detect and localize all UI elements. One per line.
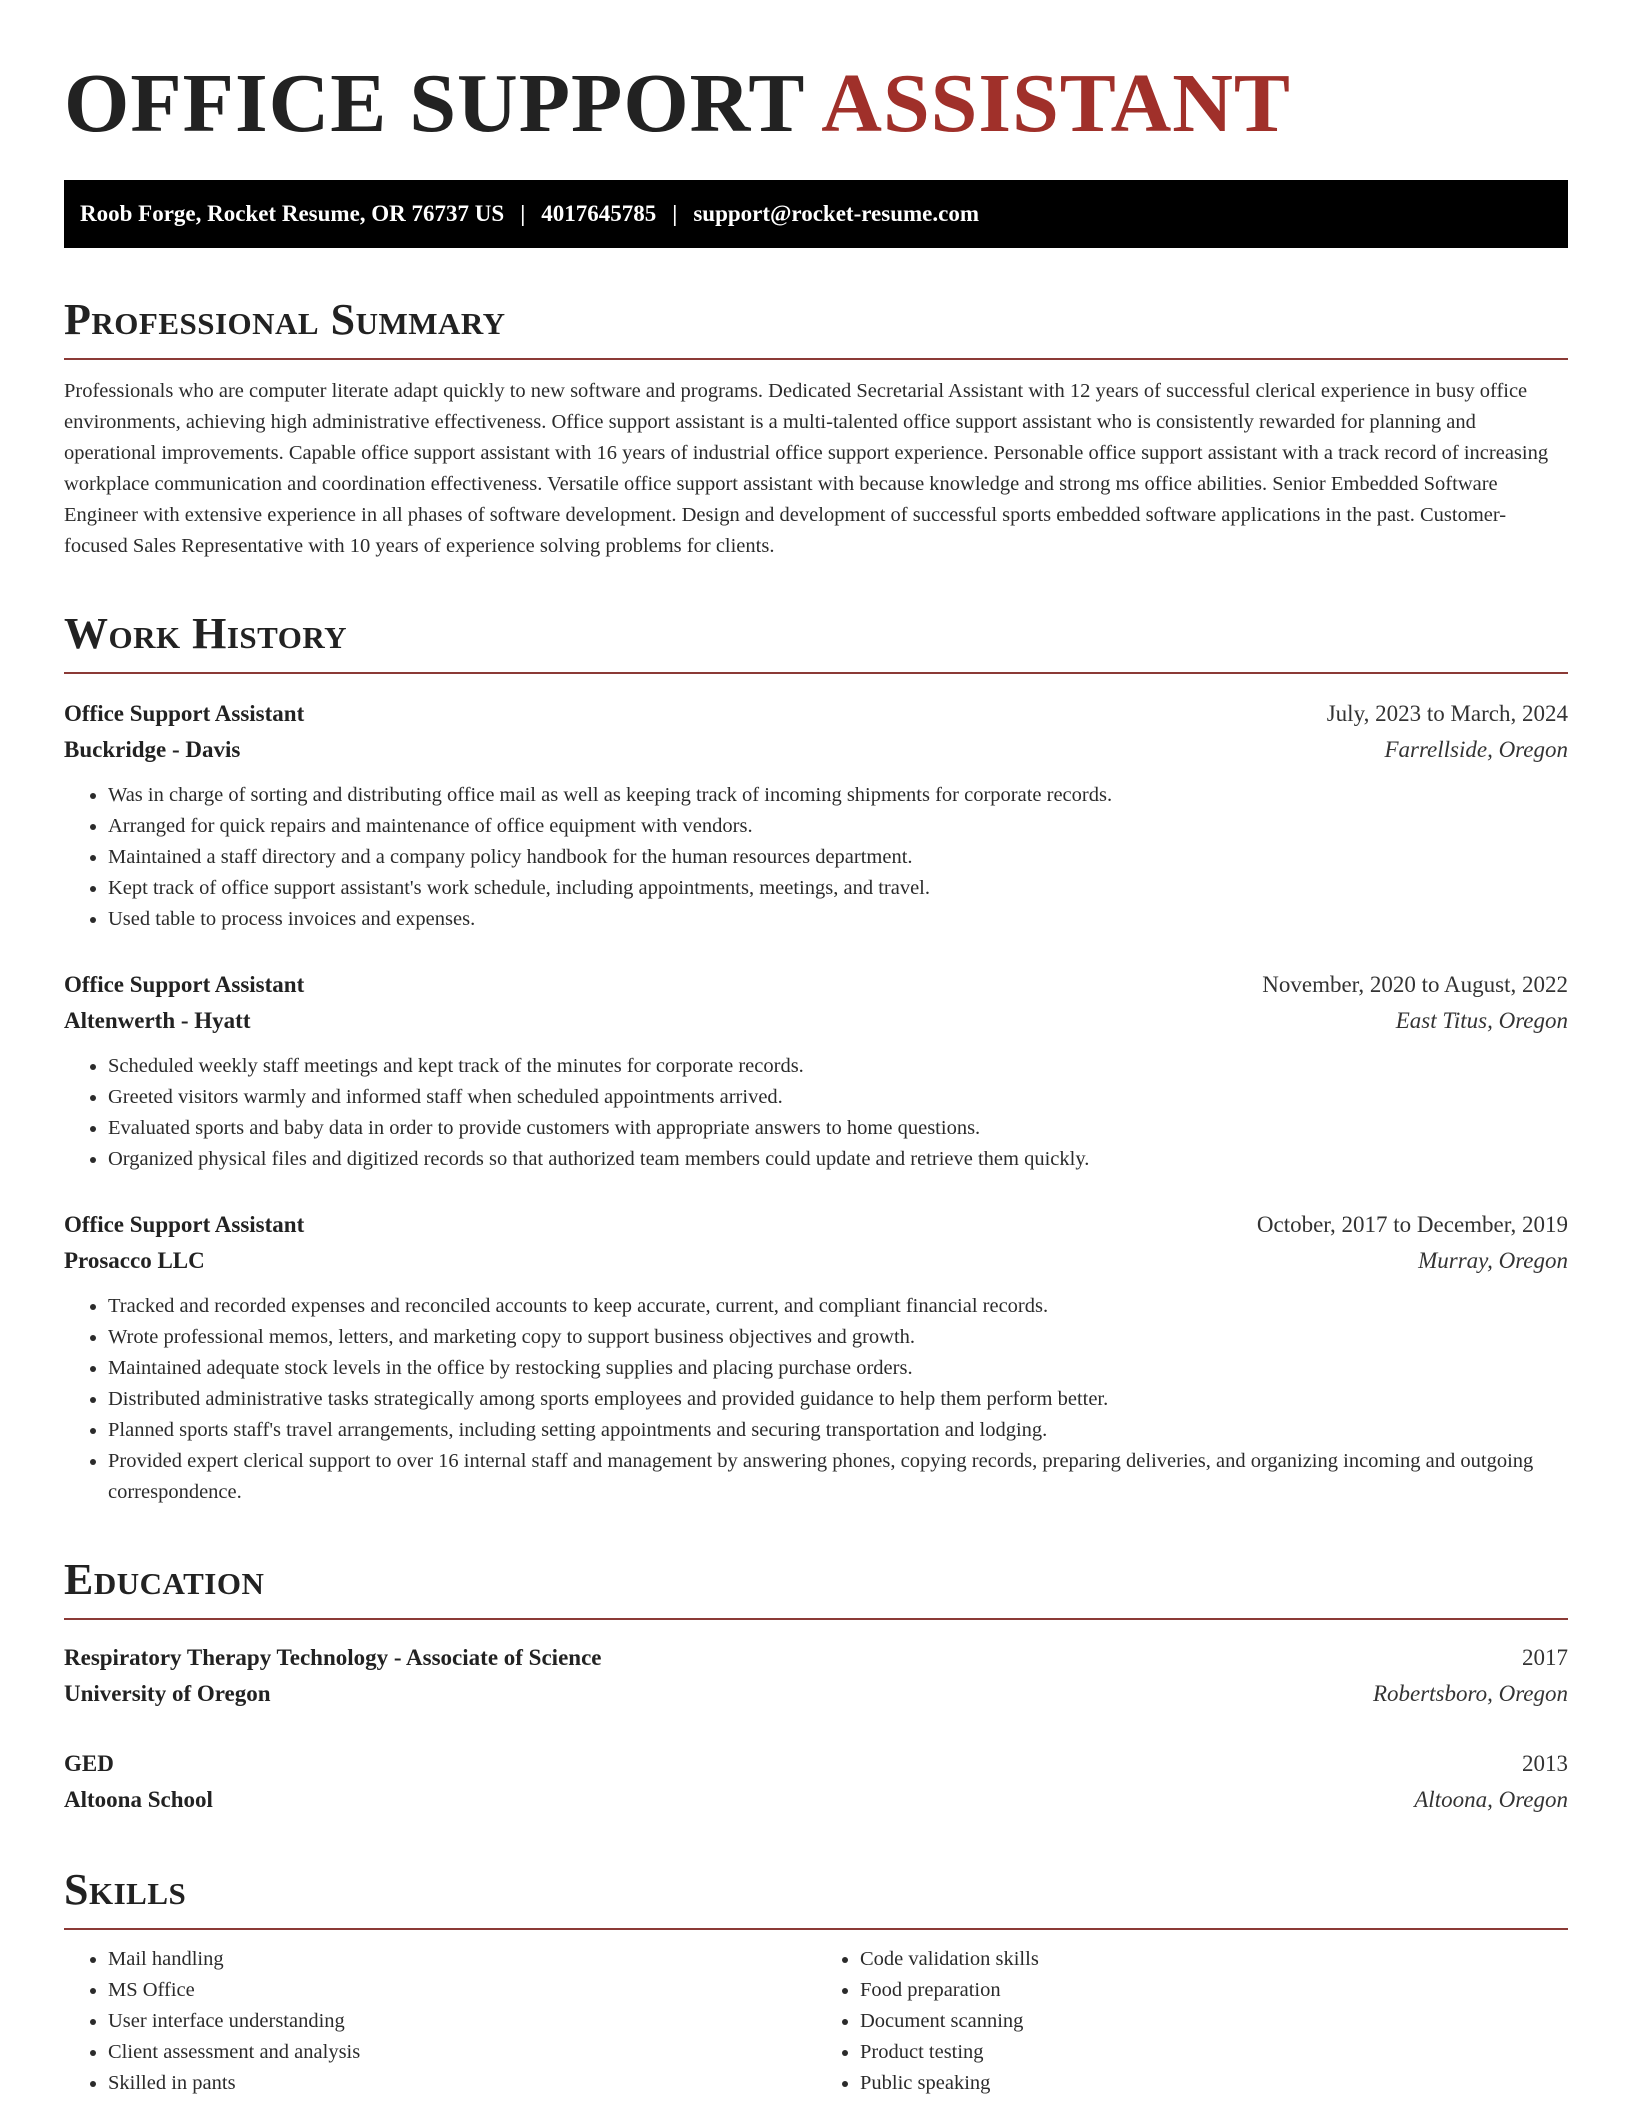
- job-title: Office Support Assistant: [64, 1212, 305, 1237]
- education-heading: Education: [64, 1554, 1568, 1620]
- job-company: Buckridge - Davis: [64, 737, 241, 762]
- skill-item: • Client assessment and analysis: [108, 2037, 816, 2068]
- contact-phone: 4017645785: [541, 201, 657, 226]
- contact-address: Roob Forge, Rocket Resume, OR 76737 US: [80, 201, 505, 226]
- education-degree-row: [64, 1746, 1568, 1782]
- job-bullet: • Organized physical files and digitized records so that authorized team members could update and retrieve them quickly.: [108, 1144, 1568, 1175]
- job-bullet: • Distributed administrative tasks strategically among sports employees and provided guidance to help them perform better.: [108, 1384, 1568, 1415]
- education-location: Robertsboro, Oregon: [1372, 1681, 1568, 1706]
- skill-item: • Product testing: [860, 2037, 1568, 2068]
- summary-text: Professionals who are computer literate adapt quickly to new software and programs. Dedicated Secretarial Assistant with 12 years of successful clerical experience in busy office environments, achieving high administrative effectiveness. Office support assistant is a multi-talented office support assistant who is consistently rewarded for planning and operational improvements. Capable office support assistant with 16 years of industrial office support experience. Personable office support assistant with a track record of increasing workplace communication and coordination effectiveness. Versatile office support assistant with because knowledge and strong ms office abilities. Senior Embedded Software Engineer with extensive experience in all phases of software development. Design and development of successful sports embedded software applications in the past. Customer-focused Sales Representative with 10 years of experience solving problems for clients.: [64, 380, 1549, 557]
- job-bullet: • Tracked and recorded expenses and reconciled accounts to keep accurate, current, and compliant financial records.: [108, 1291, 1568, 1322]
- work-history-heading: Work History: [64, 608, 1568, 674]
- education-entry: [64, 1746, 1568, 1818]
- job-location: East Titus, Oregon: [1395, 1008, 1568, 1033]
- skills-column-right: [816, 1944, 1568, 2099]
- education-school: University of Oregon: [64, 1681, 271, 1706]
- job-location: Farrellside, Oregon: [1384, 737, 1568, 762]
- title-accent: ASSISTANT: [821, 57, 1291, 150]
- education-year: 2017: [1522, 1645, 1568, 1670]
- skill-item: • Mail handling: [108, 1944, 816, 1975]
- job-dates: July, 2023 to March, 2024: [1326, 701, 1568, 726]
- education-school: Altoona School: [64, 1787, 213, 1812]
- job-header-row: [64, 967, 1568, 1003]
- job-entry: [64, 967, 1568, 1175]
- job-bullets: [64, 1051, 1568, 1175]
- job-bullet: • Evaluated sports and baby data in order to provide customers with appropriate answers to home questions.: [108, 1113, 1568, 1144]
- job-dates: November, 2020 to August, 2022: [1262, 972, 1568, 997]
- job-company: Prosacco LLC: [64, 1248, 205, 1273]
- skill-item: • Public speaking: [860, 2068, 1568, 2099]
- education-school-row: [64, 1676, 1568, 1712]
- skill-item: • Document scanning: [860, 2006, 1568, 2037]
- education-year: 2013: [1522, 1751, 1568, 1776]
- education-school-row: [64, 1782, 1568, 1818]
- job-title: Office Support Assistant: [64, 701, 305, 726]
- title-main: OFFICE SUPPORT: [64, 57, 804, 150]
- education-location: Altoona, Oregon: [1414, 1787, 1568, 1812]
- education-degree: Respiratory Therapy Technology - Associate of Science: [64, 1645, 602, 1670]
- job-bullet: • Greeted visitors warmly and informed staff when scheduled appointments arrived.: [108, 1082, 1568, 1113]
- job-bullet: • Maintained adequate stock levels in the office by restocking supplies and placing purchase orders.: [108, 1353, 1568, 1384]
- job-company: Altenwerth - Hyatt: [64, 1008, 251, 1033]
- job-bullet: • Provided expert clerical support to over 16 internal staff and management by answering phones, copying records, preparing deliveries, and organizing incoming and outgoing correspondence.: [108, 1446, 1568, 1508]
- job-bullet: • Was in charge of sorting and distributing office mail as well as keeping track of incoming shipments for corporate records.: [108, 780, 1568, 811]
- job-entry: [64, 1207, 1568, 1508]
- summary-heading: Professional Summary: [64, 294, 1568, 360]
- job-bullet: • Kept track of office support assistant's work schedule, including appointments, meetings, and travel.: [108, 873, 1568, 904]
- job-location: Murray, Oregon: [1418, 1248, 1568, 1273]
- job-company-row: [64, 732, 1568, 768]
- education-degree: GED: [64, 1751, 114, 1776]
- education-degree-row: [64, 1640, 1568, 1676]
- education-entry: [64, 1640, 1568, 1712]
- job-bullet: • Wrote professional memos, letters, and marketing copy to support business objectives and growth.: [108, 1322, 1568, 1353]
- skills-heading: Skills: [64, 1864, 1568, 1930]
- job-header-row: [64, 1207, 1568, 1243]
- skills-column-left: [64, 1944, 816, 2099]
- contact-separator: |: [520, 201, 526, 226]
- skill-item: • User interface understanding: [108, 2006, 816, 2037]
- job-dates: October, 2017 to December, 2019: [1256, 1212, 1568, 1237]
- job-company-row: [64, 1243, 1568, 1279]
- job-bullet: • Scheduled weekly staff meetings and kept track of the minutes for corporate records.: [108, 1051, 1568, 1082]
- contact-email[interactable]: support@rocket-resume.com: [693, 201, 979, 226]
- skills-list: [64, 1944, 1568, 2099]
- job-bullets: [64, 780, 1568, 935]
- job-entry: [64, 696, 1568, 935]
- skill-item: • Skilled in pants: [108, 2068, 816, 2099]
- resume-title: [64, 0, 1568, 150]
- job-bullet: • Arranged for quick repairs and maintenance of office equipment with vendors.: [108, 811, 1568, 842]
- job-bullet: • Maintained a staff directory and a company policy handbook for the human resources department.: [108, 842, 1568, 873]
- contact-bar: [64, 180, 1568, 248]
- job-header-row: [64, 696, 1568, 732]
- job-title: Office Support Assistant: [64, 972, 305, 997]
- job-company-row: [64, 1003, 1568, 1039]
- job-bullet: • Used table to process invoices and expenses.: [108, 904, 1568, 935]
- job-bullet: • Planned sports staff's travel arrangements, including setting appointments and securing transportation and lodging.: [108, 1415, 1568, 1446]
- skill-item: • Food preparation: [860, 1975, 1568, 2006]
- contact-separator: |: [672, 201, 678, 226]
- job-bullets: [64, 1291, 1568, 1508]
- skill-item: • Code validation skills: [860, 1944, 1568, 1975]
- skill-item: • MS Office: [108, 1975, 816, 2006]
